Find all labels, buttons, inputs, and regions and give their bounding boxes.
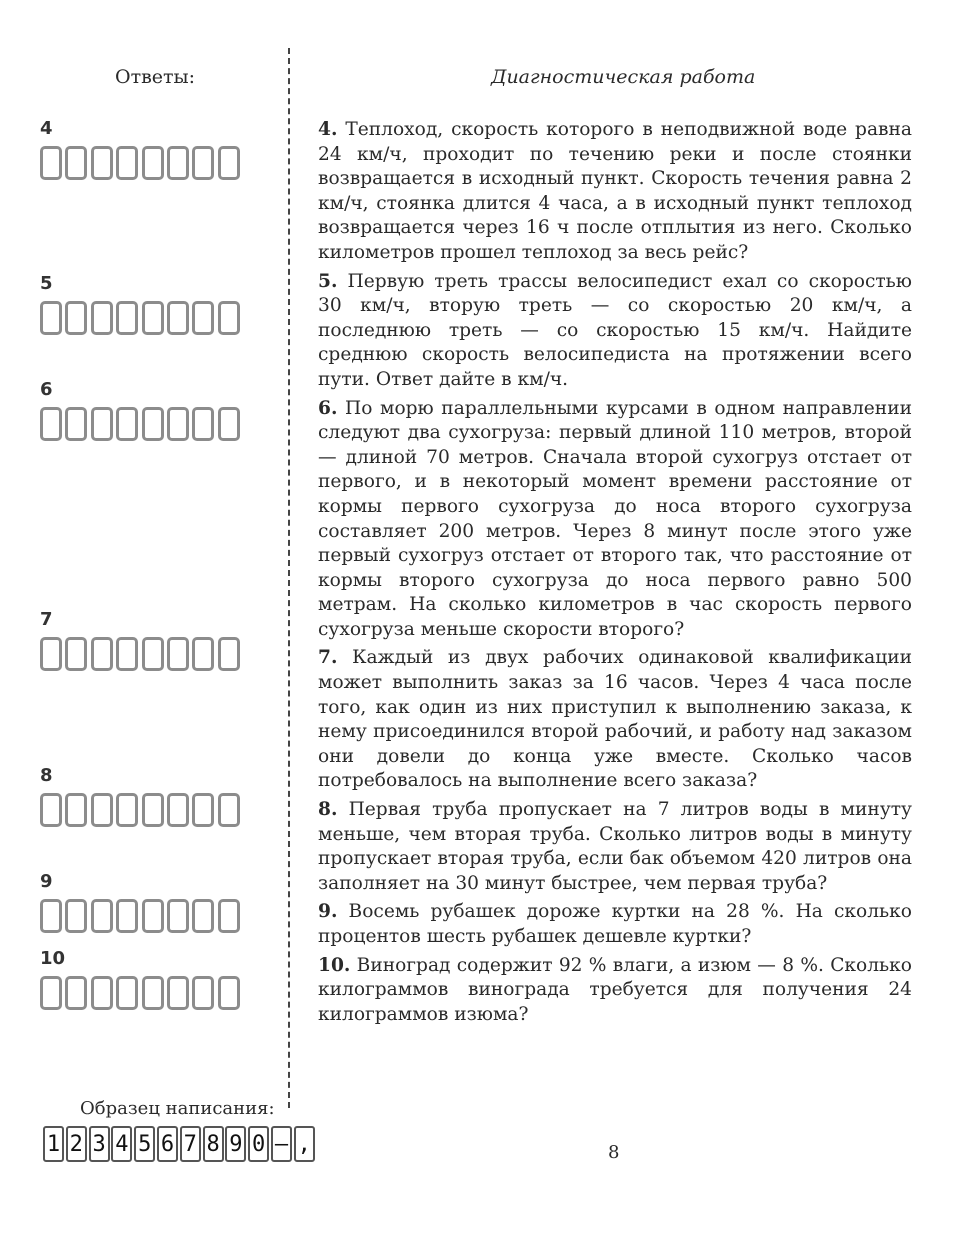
answer-cell[interactable] <box>116 793 138 827</box>
answer-cell[interactable] <box>91 637 113 671</box>
answer-cell[interactable] <box>142 146 164 180</box>
answer-block-5 <box>40 273 243 335</box>
answer-block-9 <box>40 871 243 933</box>
answer-cell[interactable] <box>192 407 214 441</box>
answer-cell[interactable] <box>192 976 214 1010</box>
task-8 <box>318 798 912 896</box>
answer-number: 8 <box>40 765 53 786</box>
answer-cell[interactable] <box>116 976 138 1010</box>
task-number: 7. <box>318 647 338 669</box>
answer-cell[interactable] <box>142 899 164 933</box>
task-10 <box>318 954 912 1028</box>
answer-cell[interactable] <box>91 976 113 1010</box>
answer-number: 10 <box>40 948 66 969</box>
answer-cell[interactable] <box>167 637 189 671</box>
sample-glyph: 6 <box>157 1126 178 1162</box>
sample-glyph: 5 <box>134 1126 155 1162</box>
answer-cell[interactable] <box>40 899 62 933</box>
answer-cell[interactable] <box>40 146 62 180</box>
answer-cell[interactable] <box>116 899 138 933</box>
sample-glyph: 0 <box>248 1126 269 1162</box>
task-number: 10. <box>318 954 351 976</box>
answer-cell[interactable] <box>218 793 240 827</box>
answer-cell[interactable] <box>218 407 240 441</box>
answer-block-7 <box>40 609 243 671</box>
task-text: Первая труба пропускает на 7 литров воды в минуту меньше, чем вторая труба. Сколько литров воды в минуту пропускает вторая труба, если бак объемом 420 литров она заполняет на 30 минут быстрее, чем первая труба? <box>318 799 912 894</box>
answer-cell[interactable] <box>91 899 113 933</box>
task-7 <box>318 646 912 794</box>
answer-cells[interactable] <box>40 301 243 335</box>
answer-cell[interactable] <box>218 637 240 671</box>
answer-cell[interactable] <box>65 637 87 671</box>
sample-glyph: – <box>271 1126 292 1162</box>
answer-cell[interactable] <box>65 407 87 441</box>
answer-cell[interactable] <box>91 301 113 335</box>
answer-number: 5 <box>40 273 53 294</box>
answer-cell[interactable] <box>142 637 164 671</box>
answer-cells[interactable] <box>40 976 243 1010</box>
sample-glyph: , <box>294 1126 315 1162</box>
answer-number: 4 <box>40 118 53 139</box>
answer-cell[interactable] <box>91 146 113 180</box>
answer-cell[interactable] <box>142 976 164 1010</box>
answer-cells[interactable] <box>40 793 243 827</box>
answer-cell[interactable] <box>142 301 164 335</box>
answer-cell[interactable] <box>65 976 87 1010</box>
answer-cell[interactable] <box>167 899 189 933</box>
answer-number: 7 <box>40 609 53 630</box>
answer-cell[interactable] <box>40 407 62 441</box>
task-text: Первую треть трассы велосипедист ехал со скоростью 30 км/ч, вторую треть — со скоростью 20 км/ч, а последнюю треть — со скоростью 15 км/ч. Найдите среднюю скорость велосипедиста на протяжении всего пути. Ответ дайте в км/ч. <box>318 270 912 390</box>
answer-cells[interactable] <box>40 146 243 180</box>
task-number: 8. <box>318 799 338 821</box>
answer-cell[interactable] <box>167 407 189 441</box>
answer-block-6 <box>40 379 243 441</box>
sample-glyph: 2 <box>66 1126 87 1162</box>
task-6 <box>318 397 912 643</box>
answer-cell[interactable] <box>218 899 240 933</box>
task-text: Теплоход, скорость которого в неподвижной воде равна 24 км/ч, проходит по течению реки и после стоянки возвращается в исходный пункт. Скорость течения равна 2 км/ч, стоянка длится 4 часа, а в исходный пункт теплоход возвращается через 16 ч после отплытия из него. Сколько километров прошел теплоход за весь рейс? <box>318 119 912 263</box>
answer-cell[interactable] <box>40 301 62 335</box>
answer-cells[interactable] <box>40 637 243 671</box>
answer-cell[interactable] <box>167 146 189 180</box>
sample-glyph: 8 <box>203 1126 224 1162</box>
answer-cell[interactable] <box>91 793 113 827</box>
answer-cell[interactable] <box>40 637 62 671</box>
task-list <box>318 118 912 1031</box>
task-9 <box>318 900 912 949</box>
task-text: Восемь рубашек дороже куртки на 28 %. На сколько процентов шесть рубашек дешевле куртки? <box>318 901 912 947</box>
task-text: Каждый из двух рабочих одинаковой квалификации может выполнить заказ за 16 часов. Через 4 часа после того, как один из них приступил к выполнению заказа, к нему присоединился второй рабочий, и работу над заказом они довели до конца уже вместе. Сколько часов потребовалось на выполнение всего заказа? <box>318 647 913 792</box>
answer-cell[interactable] <box>116 146 138 180</box>
answer-cell[interactable] <box>142 407 164 441</box>
answer-cell[interactable] <box>218 146 240 180</box>
answer-cell[interactable] <box>167 793 189 827</box>
sample-glyph: 9 <box>225 1126 246 1162</box>
answer-cell[interactable] <box>167 976 189 1010</box>
page-title: Диагностическая работа <box>491 66 756 88</box>
answer-number: 9 <box>40 871 53 892</box>
answer-block-4 <box>40 118 243 180</box>
answer-cell[interactable] <box>142 793 164 827</box>
task-4 <box>318 118 912 266</box>
sample-glyph: 7 <box>180 1126 201 1162</box>
answer-cell[interactable] <box>65 146 87 180</box>
answer-cell[interactable] <box>218 301 240 335</box>
answer-cell[interactable] <box>65 899 87 933</box>
answer-cell[interactable] <box>192 899 214 933</box>
answer-cell[interactable] <box>192 793 214 827</box>
sample-glyph: 1 <box>43 1126 64 1162</box>
task-number: 5. <box>318 270 338 292</box>
sample-label: Образец написания: <box>80 1098 275 1119</box>
task-number: 9. <box>318 901 338 923</box>
answer-cells[interactable] <box>40 407 243 441</box>
answer-block-10 <box>40 948 243 1010</box>
answer-cell[interactable] <box>65 793 87 827</box>
sample-glyph: 3 <box>89 1126 110 1162</box>
answer-cell[interactable] <box>40 976 62 1010</box>
answer-cell[interactable] <box>116 301 138 335</box>
task-text: По морю параллельными курсами в одном направлении следуют два сухогруза: первый длиной 110 метров, второй — длиной 70 метров. Сначала второй сухогруз отстает от первого, и в некоторый момент времени расстояние от кормы первого сухогруза до носа второго сухогруза составляет 200 метров. Через 8 минут после этого уже первый сухогруз отстает от второго так, что расстояние от кормы второго сухогруза до носа первого равно 500 метрам. На сколько километров в час скорость первого сухогруза меньше скорости второго? <box>318 397 912 640</box>
answer-cell[interactable] <box>116 407 138 441</box>
answer-cell[interactable] <box>192 301 214 335</box>
answer-cell[interactable] <box>192 146 214 180</box>
answer-cell[interactable] <box>91 407 113 441</box>
answers-heading: Ответы: <box>115 66 196 88</box>
task-5 <box>318 270 912 393</box>
task-number: 4. <box>318 119 338 140</box>
answer-cell[interactable] <box>192 637 214 671</box>
task-number: 6. <box>318 397 338 419</box>
sample-glyphs <box>43 1126 317 1162</box>
task-text: Виноград содержит 92 % влаги, а изюм — 8 %. Сколько килограммов винограда требуется для получения 24 килограммов изюма? <box>318 954 912 1025</box>
dashed-divider <box>288 48 290 1108</box>
sample-glyph: 4 <box>111 1126 132 1162</box>
answer-cell[interactable] <box>40 793 62 827</box>
answer-cell[interactable] <box>218 976 240 1010</box>
answer-cells[interactable] <box>40 899 243 933</box>
answer-number: 6 <box>40 379 53 400</box>
answer-cell[interactable] <box>116 637 138 671</box>
answer-cell[interactable] <box>65 301 87 335</box>
page-number: 8 <box>608 1142 620 1163</box>
answer-block-8 <box>40 765 243 827</box>
answer-cell[interactable] <box>167 301 189 335</box>
